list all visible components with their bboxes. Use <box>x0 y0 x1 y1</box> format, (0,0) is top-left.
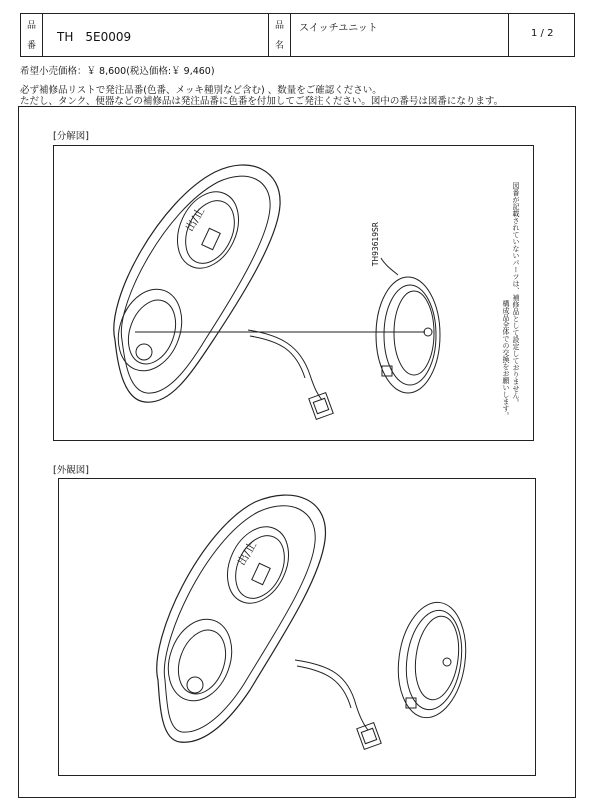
name-label-1: 品 <box>275 21 285 31</box>
cable-exterior <box>295 660 368 730</box>
side-note-1: 図番が記載されていないパーツは、補修品として設定しておりません。 <box>512 182 520 406</box>
code-label-2: 番 <box>27 41 37 51</box>
ring-part-exterior <box>391 598 473 722</box>
connector-exterior <box>357 723 381 750</box>
page-number: 1 / 2 <box>531 28 554 39</box>
side-note-2: 構成品全体での交換をお願いします。 <box>502 300 510 419</box>
product-code: TH 5E0009 <box>57 30 132 44</box>
note-line-2: ただし、タンク、便器などの補修品は発注品番に色番を付加してご発注ください。図中の番号は図番になります。 <box>20 96 504 107</box>
switch-text-exploded: 出/止 <box>183 204 208 234</box>
switch-body-exterior <box>157 495 326 742</box>
name-label-2: 名 <box>275 41 285 51</box>
price-text: 希望小売価格：￥ 8,600(税込価格:￥ 9,460) <box>20 66 215 77</box>
note-line-1: 必ず補修品リストで発注品番(色番、メッキ種別など含む) 、数量をご確認ください。 <box>20 85 382 96</box>
part-number-label: TH93619SR <box>371 222 380 267</box>
exploded-label: [分解図] <box>53 131 89 142</box>
product-name: スイッチユニット <box>299 23 378 34</box>
switch-text-exterior: 出/止 <box>235 538 260 568</box>
exterior-label: [外観図] <box>53 465 89 476</box>
code-label-1: 品 <box>27 21 37 31</box>
